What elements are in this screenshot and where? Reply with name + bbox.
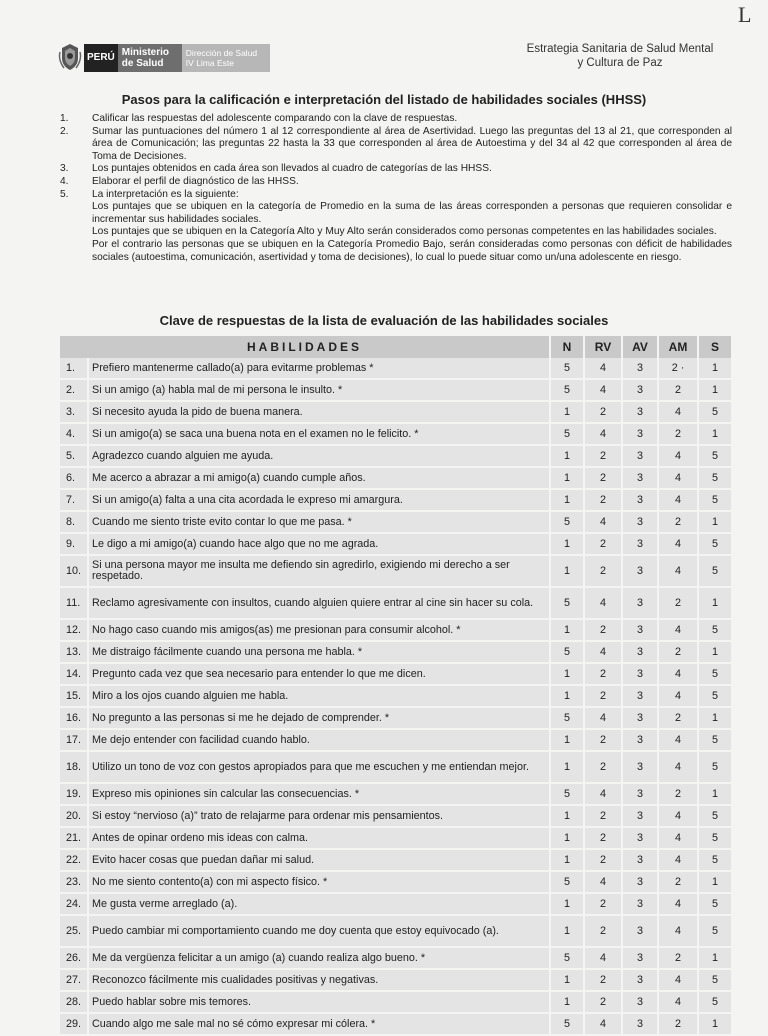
score-am: 4: [658, 893, 698, 915]
score-av: 3: [622, 685, 658, 707]
page-title: Pasos para la calificación e interpretación del listado de habilidades sociales (HHSS): [121, 92, 647, 107]
score-av: 3: [622, 587, 658, 619]
score-s: 5: [698, 533, 732, 555]
answer-key-table: [60, 336, 733, 1036]
score-n: 1: [550, 619, 584, 641]
score-rv: 2: [584, 805, 622, 827]
row-number: 5.: [60, 445, 88, 467]
score-n: 5: [550, 641, 584, 663]
score-n: 1: [550, 893, 584, 915]
handwritten-mark: L: [738, 2, 752, 27]
score-am: 4: [658, 619, 698, 641]
score-rv: 4: [584, 511, 622, 533]
score-am: 2: [658, 587, 698, 619]
score-rv: 4: [584, 871, 622, 893]
table-row: [60, 533, 732, 555]
score-rv: 2: [584, 729, 622, 751]
step-item: [60, 189, 732, 265]
score-s: 5: [698, 467, 732, 489]
row-number: 6.: [60, 467, 88, 489]
score-s: 5: [698, 893, 732, 915]
header-habilidades: HABILIDADES: [60, 336, 550, 358]
score-s: 5: [698, 619, 732, 641]
step-item: [60, 176, 732, 189]
score-av: 3: [622, 489, 658, 511]
answer-key-title: Clave de respuestas de la lista de evaluación de las habilidades sociales: [159, 313, 609, 328]
score-n: 1: [550, 729, 584, 751]
row-number: 7.: [60, 489, 88, 511]
score-av: 3: [622, 969, 658, 991]
table-row: [60, 358, 732, 379]
table-row: [60, 805, 732, 827]
score-rv: 2: [584, 893, 622, 915]
row-number: 11.: [60, 587, 88, 619]
step-text: Calificar las respuestas del adolescente comparando con la clave de respuestas.: [92, 113, 458, 124]
score-am: 2: [658, 783, 698, 805]
step-item: [60, 113, 732, 126]
row-number: 14.: [60, 663, 88, 685]
score-s: 1: [698, 641, 732, 663]
score-n: 5: [550, 358, 584, 379]
row-number: 2.: [60, 379, 88, 401]
score-av: 3: [622, 729, 658, 751]
table-row: [60, 511, 732, 533]
row-question: No hago caso cuando mis amigos(as) me presionan para consumir alcohol. *: [88, 619, 550, 641]
score-av: 3: [622, 827, 658, 849]
row-question: No me siento contento(a) con mi aspecto físico. *: [88, 871, 550, 893]
row-number: 15.: [60, 685, 88, 707]
score-rv: 2: [584, 533, 622, 555]
table-row: [60, 827, 732, 849]
score-s: 5: [698, 969, 732, 991]
score-rv: 2: [584, 555, 622, 587]
score-rv: 4: [584, 358, 622, 379]
score-n: 1: [550, 969, 584, 991]
table-row: [60, 587, 732, 619]
row-number: 28.: [60, 991, 88, 1013]
row-question: Si una persona mayor me insulta me defiendo sin agredirlo, exigiendo mi derecho a ser respetado.: [88, 555, 550, 587]
score-s: 1: [698, 379, 732, 401]
score-s: 1: [698, 783, 732, 805]
row-number: 9.: [60, 533, 88, 555]
row-question: Le digo a mi amigo(a) cuando hace algo que no me agrada.: [88, 533, 550, 555]
score-am: 4: [658, 729, 698, 751]
score-av: 3: [622, 663, 658, 685]
row-question: No pregunto a las personas si me he dejado de comprender. *: [88, 707, 550, 729]
header-rv: RV: [584, 336, 622, 358]
score-rv: 2: [584, 445, 622, 467]
step-5-label: La interpretación es la siguiente:: [92, 188, 239, 200]
strategy-title: [510, 42, 730, 70]
score-rv: 2: [584, 991, 622, 1013]
score-am: 4: [658, 685, 698, 707]
row-question: Prefiero mantenerme callado(a) para evitarme problemas *: [88, 358, 550, 379]
score-n: 1: [550, 445, 584, 467]
table-header-row: [60, 336, 732, 358]
row-number: 10.: [60, 555, 88, 587]
score-s: 5: [698, 685, 732, 707]
score-av: 3: [622, 423, 658, 445]
score-s: 5: [698, 805, 732, 827]
table-row: [60, 991, 732, 1013]
score-av: 3: [622, 751, 658, 783]
score-n: 5: [550, 379, 584, 401]
score-rv: 2: [584, 489, 622, 511]
row-question: Agradezco cuando alguien me ayuda.: [88, 445, 550, 467]
document-header: [58, 42, 738, 78]
header-s: S: [698, 336, 732, 358]
step-text: Los puntajes obtenidos en cada área son llevados al cuadro de categorías de las HHSS.: [92, 163, 492, 175]
score-am: 2: [658, 707, 698, 729]
score-s: 5: [698, 401, 732, 423]
score-rv: 4: [584, 587, 622, 619]
row-number: 27.: [60, 969, 88, 991]
score-n: 1: [550, 915, 584, 947]
table-row: [60, 849, 732, 871]
score-av: 3: [622, 915, 658, 947]
row-number: 8.: [60, 511, 88, 533]
score-n: 1: [550, 685, 584, 707]
row-number: 23.: [60, 871, 88, 893]
score-rv: 2: [584, 685, 622, 707]
score-am: 2: [658, 641, 698, 663]
row-question: Me distraigo fácilmente cuando una persona me habla. *: [88, 641, 550, 663]
step-text: Sumar las puntuaciones del número 1 al 12 correspondiente al área de Asertividad. Luego las preguntas del 13 al 21, que corresponden al área de Comunicación; las preguntas 22 hasta la 33 que corresponden al área de Autoestima y del 34 al 42 que corresponden al área de Toma de Decisiones.: [92, 125, 732, 162]
score-n: 1: [550, 533, 584, 555]
score-rv: 4: [584, 641, 622, 663]
score-n: 1: [550, 663, 584, 685]
row-number: 24.: [60, 893, 88, 915]
row-question: Miro a los ojos cuando alguien me habla.: [88, 685, 550, 707]
score-n: 1: [550, 751, 584, 783]
row-number: 16.: [60, 707, 88, 729]
score-av: 3: [622, 379, 658, 401]
row-question: Me da vergüenza felicitar a un amigo (a) cuando realiza algo bueno. *: [88, 947, 550, 969]
score-am: 4: [658, 827, 698, 849]
row-question: Puedo cambiar mi comportamiento cuando me doy cuenta que estoy equivocado (a).: [88, 915, 550, 947]
score-av: 3: [622, 555, 658, 587]
score-am: 4: [658, 401, 698, 423]
score-av: 3: [622, 358, 658, 379]
table-row: [60, 685, 732, 707]
step-number: 2.: [60, 125, 69, 137]
row-number: 18.: [60, 751, 88, 783]
table-row: [60, 947, 732, 969]
score-rv: 4: [584, 783, 622, 805]
row-question: Si estoy “nervioso (a)” trato de relajarme para ordenar mis pensamientos.: [88, 805, 550, 827]
score-n: 5: [550, 707, 584, 729]
steps-list: [60, 113, 732, 264]
score-av: 3: [622, 849, 658, 871]
score-am: 4: [658, 915, 698, 947]
row-number: 26.: [60, 947, 88, 969]
score-av: 3: [622, 805, 658, 827]
score-s: 1: [698, 707, 732, 729]
score-am: 4: [658, 849, 698, 871]
row-question: Antes de opinar ordeno mis ideas con calma.: [88, 827, 550, 849]
table-row: [60, 915, 732, 947]
score-s: 5: [698, 555, 732, 587]
score-s: 5: [698, 663, 732, 685]
score-rv: 4: [584, 707, 622, 729]
table-row: [60, 871, 732, 893]
table-row: [60, 401, 732, 423]
table-body: [60, 358, 732, 1035]
score-av: 3: [622, 401, 658, 423]
score-rv: 4: [584, 947, 622, 969]
score-n: 1: [550, 555, 584, 587]
row-number: 3.: [60, 401, 88, 423]
score-s: 1: [698, 423, 732, 445]
score-rv: 2: [584, 467, 622, 489]
table-row: [60, 489, 732, 511]
row-question: Cuando me siento triste evito contar lo que me pasa. *: [88, 511, 550, 533]
score-rv: 2: [584, 827, 622, 849]
score-rv: 2: [584, 849, 622, 871]
score-s: 5: [698, 445, 732, 467]
score-n: 5: [550, 511, 584, 533]
score-am: 4: [658, 969, 698, 991]
row-question: Utilizo un tono de voz con gestos apropiados para que me escuchen y me entiendan mejor.: [88, 751, 550, 783]
table-row: [60, 1013, 732, 1035]
row-number: 13.: [60, 641, 88, 663]
row-question: Reclamo agresivamente con insultos, cuando alguien quiere entrar al cine sin hacer su cola.: [88, 587, 550, 619]
score-n: 1: [550, 489, 584, 511]
score-rv: 4: [584, 379, 622, 401]
row-question: Si un amigo(a) se saca una buena nota en el examen no le felicito. *: [88, 423, 550, 445]
table-row: [60, 893, 732, 915]
logo-direccion: Dirección de Salud IV Lima Este: [182, 44, 270, 72]
interpretation-paragraph: Los puntajes que se ubiquen en la Categoría Alto y Muy Alto serán considerados como personas competentes en las habilidades sociales.: [92, 226, 717, 238]
score-am: 4: [658, 555, 698, 587]
score-am: 2: [658, 423, 698, 445]
score-av: 3: [622, 445, 658, 467]
row-number: 29.: [60, 1013, 88, 1035]
table-row: [60, 969, 732, 991]
score-rv: 2: [584, 401, 622, 423]
score-s: 5: [698, 991, 732, 1013]
ministry-logo: [84, 44, 270, 72]
step-number: 1.: [60, 113, 69, 124]
score-n: 5: [550, 947, 584, 969]
score-rv: 2: [584, 751, 622, 783]
step-item: [60, 126, 732, 164]
row-number: 17.: [60, 729, 88, 751]
row-number: 20.: [60, 805, 88, 827]
interpretation-paragraph: Los puntajes que se ubiquen en la categoría de Promedio en la suma de las áreas corresponden a personas que requieren consolidar e incrementar sus habilidades sociales.: [92, 201, 732, 225]
score-av: 3: [622, 991, 658, 1013]
score-s: 5: [698, 751, 732, 783]
table-row: [60, 729, 732, 751]
row-number: 1.: [60, 358, 88, 379]
score-n: 1: [550, 849, 584, 871]
row-question: Me acerco a abrazar a mi amigo(a) cuando cumple años.: [88, 467, 550, 489]
score-rv: 2: [584, 915, 622, 947]
score-s: 1: [698, 947, 732, 969]
step-number: 5.: [60, 188, 69, 200]
score-n: 1: [550, 991, 584, 1013]
table-row: [60, 783, 732, 805]
interpretation-paragraph: Por el contrario las personas que se ubiquen en la Categoría Promedio Bajo, serán consideradas como personas con déficit de habilidades sociales (autoestima, comunicación, asertividad y toma de decisiones), lo cual lo puede situar como un/una adolescente en riesgo.: [92, 238, 732, 263]
row-number: 25.: [60, 915, 88, 947]
score-am: 4: [658, 467, 698, 489]
row-question: Reconozco fácilmente mis cualidades positivas y negativas.: [88, 969, 550, 991]
table-row: [60, 467, 732, 489]
score-n: 5: [550, 783, 584, 805]
step-text: Elaborar el perfil de diagnóstico de las HHSS.: [92, 175, 299, 187]
score-n: 5: [550, 1013, 584, 1035]
score-n: 5: [550, 871, 584, 893]
score-n: 5: [550, 423, 584, 445]
score-rv: 4: [584, 1013, 622, 1035]
table-row: [60, 707, 732, 729]
score-s: 1: [698, 511, 732, 533]
score-s: 5: [698, 489, 732, 511]
header-n: N: [550, 336, 584, 358]
row-question: Me gusta verme arreglado (a).: [88, 893, 550, 915]
table-row: [60, 619, 732, 641]
row-question: Pregunto cada vez que sea necesario para entender lo que me dicen.: [88, 663, 550, 685]
score-av: 3: [622, 871, 658, 893]
score-av: 3: [622, 1013, 658, 1035]
row-number: 4.: [60, 423, 88, 445]
table-row: [60, 663, 732, 685]
score-s: 1: [698, 587, 732, 619]
score-av: 3: [622, 467, 658, 489]
score-am: 4: [658, 663, 698, 685]
score-am: 4: [658, 489, 698, 511]
score-s: 5: [698, 827, 732, 849]
row-number: 21.: [60, 827, 88, 849]
step-item: [60, 163, 732, 176]
score-s: 5: [698, 915, 732, 947]
row-question: Puedo hablar sobre mis temores.: [88, 991, 550, 1013]
row-question: Si un amigo (a) habla mal de mi persona le insulto. *: [88, 379, 550, 401]
table-row: [60, 379, 732, 401]
score-s: 1: [698, 1013, 732, 1035]
coat-of-arms-icon: [58, 42, 82, 72]
table-row: [60, 423, 732, 445]
table-row: [60, 751, 732, 783]
step-number: 3.: [60, 163, 69, 175]
header-av: AV: [622, 336, 658, 358]
step-number: 4.: [60, 175, 69, 187]
strategy-line-1: Estrategia Sanitaria de Salud Mental: [526, 43, 714, 55]
table-row: [60, 641, 732, 663]
table-row: [60, 555, 732, 587]
row-question: Me dejo entender con facilidad cuando hablo.: [88, 729, 550, 751]
row-question: Si necesito ayuda la pido de buena manera.: [88, 401, 550, 423]
logo-peru: PERÚ: [84, 44, 118, 72]
score-n: 1: [550, 805, 584, 827]
score-av: 3: [622, 533, 658, 555]
score-rv: 2: [584, 619, 622, 641]
score-av: 3: [622, 947, 658, 969]
row-number: 12.: [60, 619, 88, 641]
score-n: 1: [550, 401, 584, 423]
logo-ministerio: Ministerio de Salud: [118, 44, 182, 72]
row-question: Expreso mis opiniones sin calcular las consecuencias. *: [88, 783, 550, 805]
score-rv: 2: [584, 663, 622, 685]
score-n: 5: [550, 587, 584, 619]
score-s: 5: [698, 849, 732, 871]
score-am: 4: [658, 751, 698, 783]
score-am: 4: [658, 445, 698, 467]
score-av: 3: [622, 619, 658, 641]
step-text: [92, 189, 732, 265]
score-am: 2 ·: [658, 358, 698, 379]
score-rv: 4: [584, 423, 622, 445]
row-question: Cuando algo me sale mal no sé cómo expresar mi cólera. *: [88, 1013, 550, 1035]
score-s: 1: [698, 358, 732, 379]
score-rv: 2: [584, 969, 622, 991]
row-number: 22.: [60, 849, 88, 871]
row-question: Si un amigo(a) falta a una cita acordada le expreso mi amargura.: [88, 489, 550, 511]
row-question: Evito hacer cosas que puedan dañar mi salud.: [88, 849, 550, 871]
score-am: 2: [658, 1013, 698, 1035]
score-am: 2: [658, 379, 698, 401]
score-av: 3: [622, 783, 658, 805]
score-am: 4: [658, 805, 698, 827]
score-av: 3: [622, 641, 658, 663]
row-number: 19.: [60, 783, 88, 805]
header-am: AM: [658, 336, 698, 358]
score-am: 2: [658, 947, 698, 969]
table-row: [60, 445, 732, 467]
strategy-line-2: y Cultura de Paz: [577, 57, 663, 69]
score-n: 1: [550, 467, 584, 489]
score-am: 4: [658, 533, 698, 555]
score-s: 1: [698, 871, 732, 893]
score-am: 4: [658, 991, 698, 1013]
score-n: 1: [550, 827, 584, 849]
score-s: 5: [698, 729, 732, 751]
score-am: 2: [658, 511, 698, 533]
score-av: 3: [622, 893, 658, 915]
score-av: 3: [622, 511, 658, 533]
score-am: 2: [658, 871, 698, 893]
score-av: 3: [622, 707, 658, 729]
